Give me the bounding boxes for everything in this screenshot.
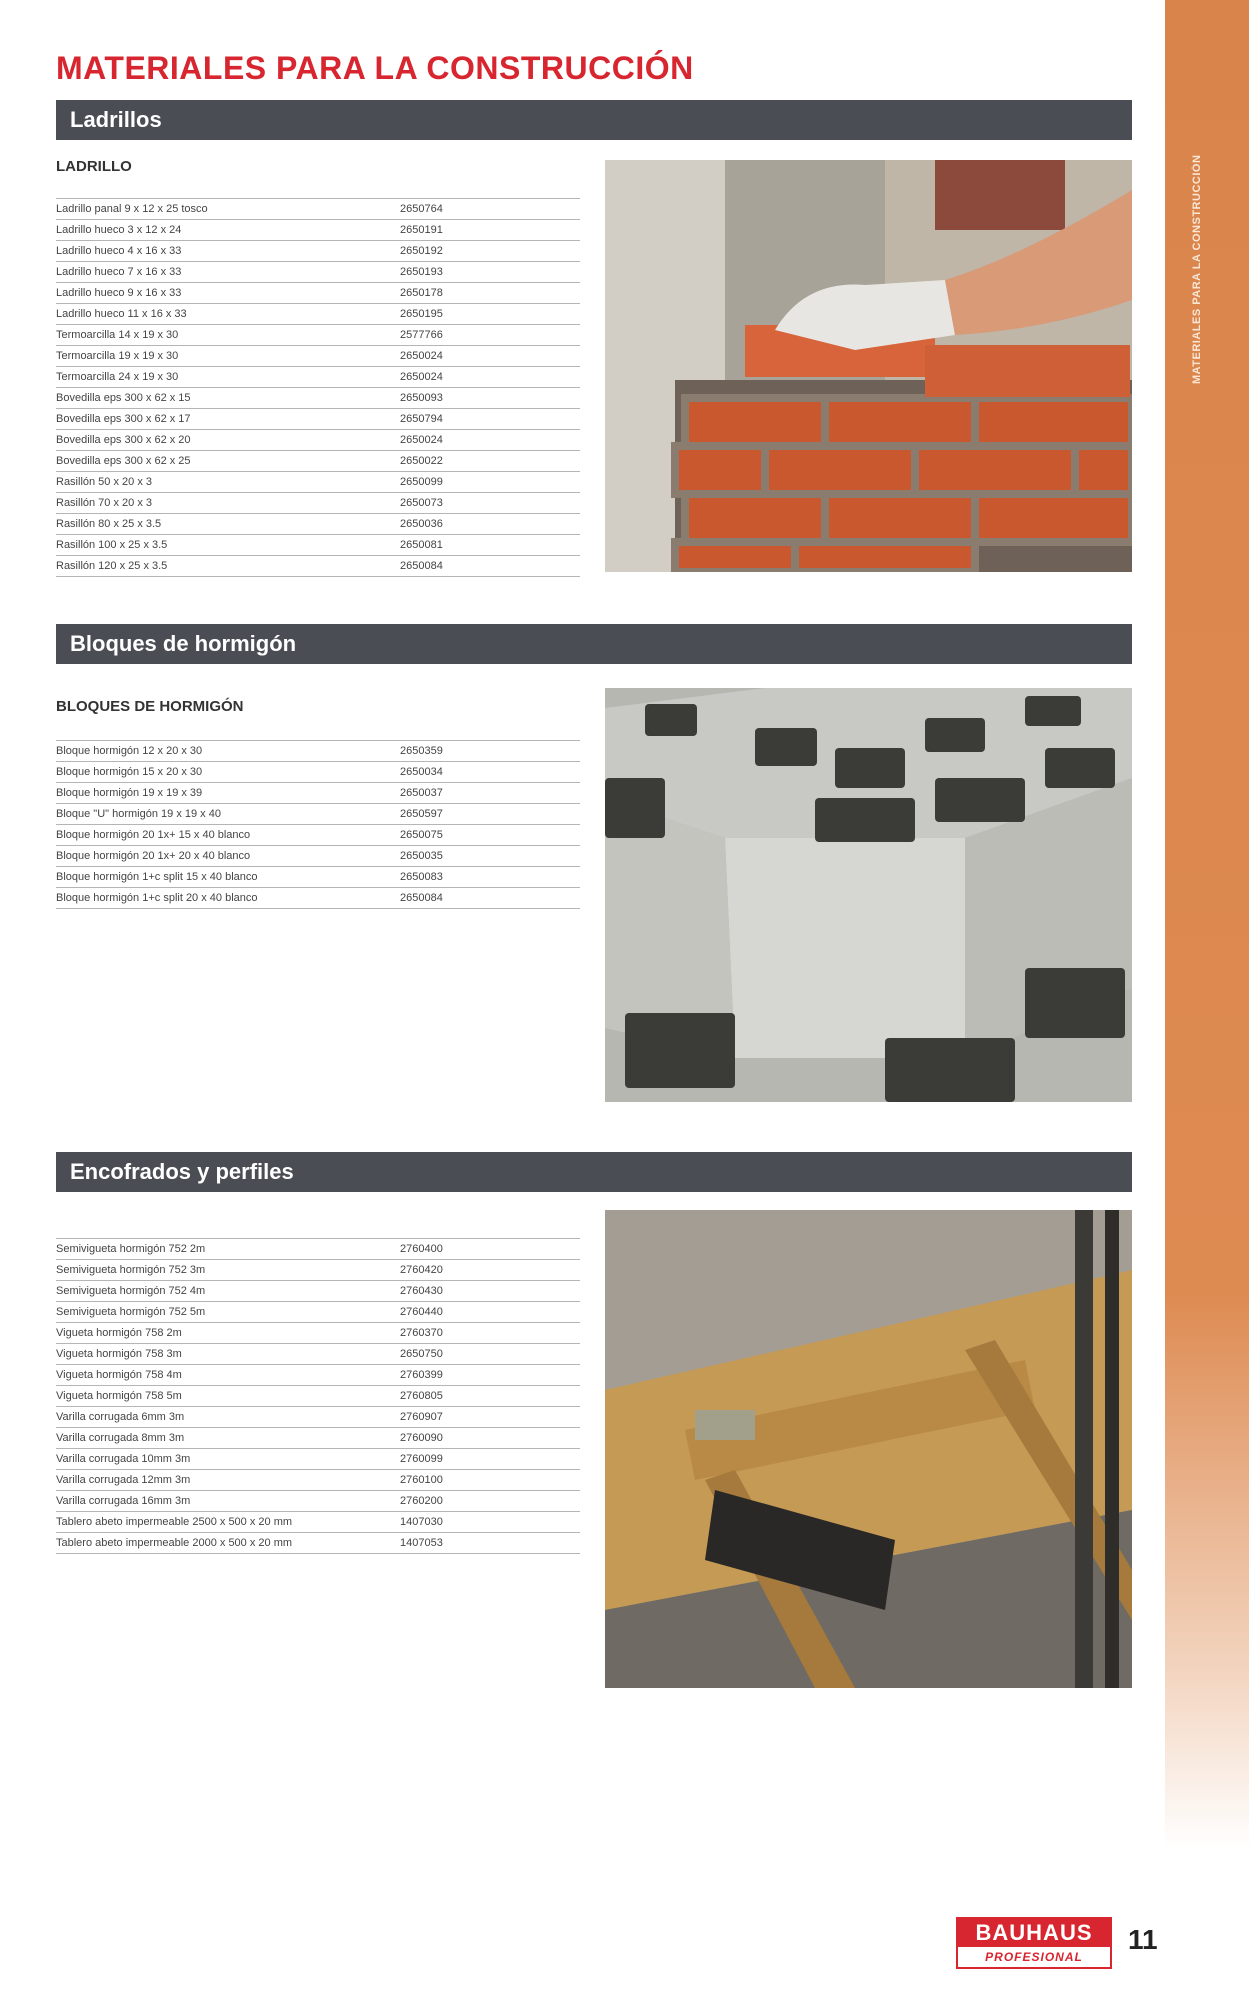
product-code-cell: 2577766 — [392, 325, 580, 346]
product-name-cell: Varilla corrugada 8mm 3m — [56, 1428, 392, 1449]
product-code-cell: 2760430 — [392, 1281, 580, 1302]
table-row — [56, 1323, 580, 1344]
product-name-cell: Termoarcilla 19 x 19 x 30 — [56, 346, 392, 367]
product-code-cell: 2650036 — [392, 514, 580, 535]
product-table-ladrillos — [56, 198, 580, 577]
product-name-cell: Bloque hormigón 15 x 20 x 30 — [56, 762, 392, 783]
product-code-cell: 2760100 — [392, 1470, 580, 1491]
product-code-cell: 2650083 — [392, 867, 580, 888]
product-code-cell: 2650035 — [392, 846, 580, 867]
product-name-cell: Rasillón 70 x 20 x 3 — [56, 493, 392, 514]
product-name-cell: Ladrillo hueco 11 x 16 x 33 — [56, 304, 392, 325]
product-name-cell: Rasillón 120 x 25 x 3.5 — [56, 556, 392, 577]
product-name-cell: Bovedilla eps 300 x 62 x 17 — [56, 409, 392, 430]
table-row — [56, 1239, 580, 1260]
product-code-cell: 2760370 — [392, 1323, 580, 1344]
product-name-cell: Termoarcilla 14 x 19 x 30 — [56, 325, 392, 346]
product-code-cell: 2760805 — [392, 1386, 580, 1407]
bauhaus-profesional-logo — [956, 1917, 1112, 1969]
table-row — [56, 1281, 580, 1302]
product-code-cell: 2760400 — [392, 1239, 580, 1260]
product-code-cell: 2650037 — [392, 783, 580, 804]
bricklaying-photo — [605, 160, 1132, 572]
table-row — [56, 514, 580, 535]
product-name-cell: Semivigueta hormigón 752 5m — [56, 1302, 392, 1323]
product-table-bloques — [56, 740, 580, 909]
product-code-cell: 2650195 — [392, 304, 580, 325]
table-row — [56, 241, 580, 262]
product-name-cell: Varilla corrugada 16mm 3m — [56, 1491, 392, 1512]
product-name-cell: Varilla corrugada 12mm 3m — [56, 1470, 392, 1491]
product-name-cell: Bloque hormigón 20 1x+ 20 x 40 blanco — [56, 846, 392, 867]
table-row — [56, 1533, 580, 1554]
product-code-cell: 2650191 — [392, 220, 580, 241]
product-name-cell: Varilla corrugada 6mm 3m — [56, 1407, 392, 1428]
product-code-cell: 2760420 — [392, 1260, 580, 1281]
table-row — [56, 283, 580, 304]
product-name-cell: Ladrillo hueco 9 x 16 x 33 — [56, 283, 392, 304]
product-table-encofrados — [56, 1238, 580, 1554]
product-name-cell: Termoarcilla 24 x 19 x 30 — [56, 367, 392, 388]
table-row — [56, 388, 580, 409]
table-row — [56, 367, 580, 388]
table-row — [56, 846, 580, 867]
product-name-cell: Semivigueta hormigón 752 2m — [56, 1239, 392, 1260]
product-code-cell: 2760090 — [392, 1428, 580, 1449]
table-row — [56, 346, 580, 367]
table-row — [56, 409, 580, 430]
section-bar-encofrados: Encofrados y perfiles — [56, 1152, 1132, 1192]
table-row — [56, 451, 580, 472]
table-row — [56, 1302, 580, 1323]
table-row — [56, 867, 580, 888]
product-code-cell: 2650024 — [392, 430, 580, 451]
table-row — [56, 1428, 580, 1449]
brand-logo-top: BAUHAUS — [958, 1919, 1110, 1947]
product-name-cell: Semivigueta hormigón 752 4m — [56, 1281, 392, 1302]
product-name-cell: Bovedilla eps 300 x 62 x 15 — [56, 388, 392, 409]
product-name-cell: Vigueta hormigón 758 2m — [56, 1323, 392, 1344]
product-name-cell: Varilla corrugada 10mm 3m — [56, 1449, 392, 1470]
table-row — [56, 304, 580, 325]
product-name-cell: Rasillón 50 x 20 x 3 — [56, 472, 392, 493]
product-name-cell: Bloque hormigón 19 x 19 x 39 — [56, 783, 392, 804]
table-row — [56, 1449, 580, 1470]
product-code-cell: 2650084 — [392, 556, 580, 577]
product-name-cell: Bloque "U" hormigón 19 x 19 x 40 — [56, 804, 392, 825]
product-code-cell: 2650073 — [392, 493, 580, 514]
table-row — [56, 199, 580, 220]
table-row — [56, 1470, 580, 1491]
table-row — [56, 1491, 580, 1512]
product-name-cell: Vigueta hormigón 758 4m — [56, 1365, 392, 1386]
product-code-cell: 2650024 — [392, 367, 580, 388]
product-code-cell: 1407053 — [392, 1533, 580, 1554]
subheading-bloques: BLOQUES DE HORMIGÓN — [56, 698, 244, 715]
product-code-cell: 2650099 — [392, 472, 580, 493]
product-name-cell: Bovedilla eps 300 x 62 x 25 — [56, 451, 392, 472]
product-name-cell: Rasillón 100 x 25 x 3.5 — [56, 535, 392, 556]
table-row — [56, 762, 580, 783]
product-name-cell: Rasillón 80 x 25 x 3.5 — [56, 514, 392, 535]
table-row — [56, 741, 580, 762]
table-row — [56, 888, 580, 909]
table-row — [56, 1386, 580, 1407]
product-code-cell: 2650022 — [392, 451, 580, 472]
product-code-cell: 2760907 — [392, 1407, 580, 1428]
product-name-cell: Bloque hormigón 20 1x+ 15 x 40 blanco — [56, 825, 392, 846]
product-code-cell: 2650764 — [392, 199, 580, 220]
product-code-cell: 2650084 — [392, 888, 580, 909]
product-name-cell: Vigueta hormigón 758 5m — [56, 1386, 392, 1407]
table-row — [56, 1512, 580, 1533]
product-code-cell: 2650075 — [392, 825, 580, 846]
product-name-cell: Bloque hormigón 1+c split 15 x 40 blanco — [56, 867, 392, 888]
product-code-cell: 2650750 — [392, 1344, 580, 1365]
product-name-cell: Semivigueta hormigón 752 3m — [56, 1260, 392, 1281]
product-code-cell: 2650024 — [392, 346, 580, 367]
product-code-cell: 2760200 — [392, 1491, 580, 1512]
table-row — [56, 804, 580, 825]
product-code-cell: 2650081 — [392, 535, 580, 556]
product-name-cell: Tablero abeto impermeable 2000 x 500 x 20 mm — [56, 1533, 392, 1554]
product-code-cell: 2760099 — [392, 1449, 580, 1470]
product-name-cell: Bloque hormigón 12 x 20 x 30 — [56, 741, 392, 762]
product-name-cell: Ladrillo hueco 3 x 12 x 24 — [56, 220, 392, 241]
table-row — [56, 1407, 580, 1428]
product-name-cell: Vigueta hormigón 758 3m — [56, 1344, 392, 1365]
concrete-blocks-photo — [605, 688, 1132, 1102]
side-band-label: MATERIALES PARA LA CONSTRUCCIÓN — [1191, 154, 1203, 384]
table-row — [56, 783, 580, 804]
page-title: MATERIALES PARA LA CONSTRUCCIÓN — [56, 50, 694, 86]
product-code-cell: 2650034 — [392, 762, 580, 783]
product-name-cell: Ladrillo panal 9 x 12 x 25 tosco — [56, 199, 392, 220]
product-name-cell: Tablero abeto impermeable 2500 x 500 x 20 mm — [56, 1512, 392, 1533]
product-code-cell: 2650193 — [392, 262, 580, 283]
table-row — [56, 1365, 580, 1386]
product-name-cell: Ladrillo hueco 4 x 16 x 33 — [56, 241, 392, 262]
product-code-cell: 2760399 — [392, 1365, 580, 1386]
subheading-ladrillo: LADRILLO — [56, 158, 132, 175]
table-row — [56, 472, 580, 493]
product-code-cell: 2650359 — [392, 741, 580, 762]
product-code-cell: 1407030 — [392, 1512, 580, 1533]
product-code-cell: 2760440 — [392, 1302, 580, 1323]
table-row — [56, 325, 580, 346]
product-code-cell: 2650093 — [392, 388, 580, 409]
table-row — [56, 262, 580, 283]
table-row — [56, 220, 580, 241]
product-code-cell: 2650794 — [392, 409, 580, 430]
section-bar-bloques: Bloques de hormigón — [56, 624, 1132, 664]
table-row — [56, 1344, 580, 1365]
table-row — [56, 493, 580, 514]
table-row — [56, 535, 580, 556]
section-bar-ladrillos: Ladrillos — [56, 100, 1132, 140]
product-code-cell: 2650597 — [392, 804, 580, 825]
product-code-cell: 2650178 — [392, 283, 580, 304]
brand-logo-bottom: PROFESIONAL — [958, 1947, 1110, 1967]
product-name-cell: Bloque hormigón 1+c split 20 x 40 blanco — [56, 888, 392, 909]
table-row — [56, 556, 580, 577]
product-name-cell: Bovedilla eps 300 x 62 x 20 — [56, 430, 392, 451]
table-row — [56, 1260, 580, 1281]
table-row — [56, 825, 580, 846]
page-number: 11 — [1128, 1924, 1158, 1955]
product-name-cell: Ladrillo hueco 7 x 16 x 33 — [56, 262, 392, 283]
table-row — [56, 430, 580, 451]
product-code-cell: 2650192 — [392, 241, 580, 262]
wood-formwork-photo — [605, 1210, 1132, 1688]
